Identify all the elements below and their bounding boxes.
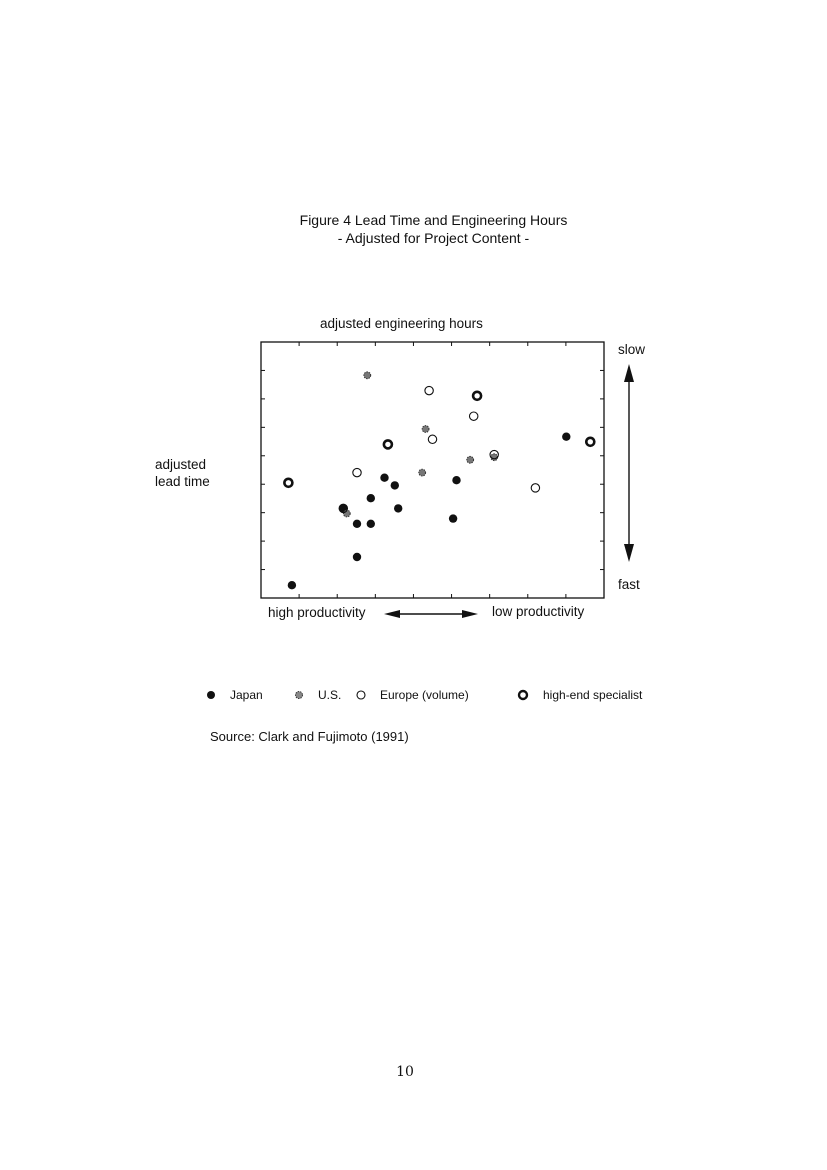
data-point-japan (353, 553, 361, 561)
figure-title: Figure 4 Lead Time and Engineering Hours (299, 212, 568, 228)
figure-subtitle: - Adjusted for Project Content - (337, 230, 530, 246)
plot-frame (261, 342, 604, 598)
data-point-u-s (467, 456, 474, 463)
source-note: Source: Clark and Fujimoto (1991) (210, 729, 409, 744)
legend-label: Japan (230, 688, 263, 702)
data-point-high-end-specialist (384, 440, 392, 448)
data-point-europe-volume (428, 435, 436, 443)
legend-japan (206, 688, 263, 702)
arrow-left-icon (384, 610, 400, 618)
arrow-up-icon (624, 364, 634, 382)
legend-label: Europe (volume) (380, 688, 469, 702)
hatched-circle-icon (294, 690, 304, 700)
data-point-japan (353, 520, 361, 528)
data-point-japan (288, 581, 296, 589)
legend-europe (356, 688, 469, 702)
data-point-japan (452, 476, 460, 484)
legend-specialist (517, 688, 642, 702)
axis-ticks (261, 342, 604, 598)
arrow-down-icon (624, 544, 634, 562)
page-number: 10 (396, 1064, 414, 1080)
data-point-high-end-specialist (473, 392, 481, 400)
arrow-right-icon (462, 610, 478, 618)
data-point-u-s (419, 469, 426, 476)
data-point-japan (367, 520, 375, 528)
y-axis-title: adjusted lead time (155, 457, 210, 489)
x-axis-title: adjusted engineering hours (320, 316, 483, 331)
data-point-u-s (422, 426, 429, 433)
data-point-europe-volume (425, 386, 433, 394)
open-circle-icon (356, 690, 366, 700)
filled-circle-icon (206, 690, 216, 700)
data-point-europe-volume (531, 484, 539, 492)
data-point-japan (367, 494, 375, 502)
data-points (284, 372, 594, 590)
data-point-japan (391, 481, 399, 489)
high-productivity-label: high productivity (268, 605, 366, 620)
data-point-high-end-specialist (284, 479, 292, 487)
thick-open-circle-icon (517, 689, 529, 701)
data-point-japan (562, 433, 570, 441)
low-productivity-label: low productivity (492, 604, 585, 619)
data-point-u-s (364, 372, 371, 379)
data-point-europe-volume (353, 468, 361, 476)
data-point-u-s (491, 454, 498, 461)
data-point-europe-volume (470, 412, 478, 420)
data-point-japan (380, 474, 388, 482)
legend-label: high-end specialist (543, 688, 643, 702)
data-point-japan (449, 514, 457, 522)
data-point-japan (394, 504, 402, 512)
data-point-high-end-specialist (586, 438, 594, 446)
legend-label: U.S. (318, 688, 342, 702)
legend-us (294, 688, 341, 702)
slow-label: slow (618, 342, 646, 357)
fast-label: fast (618, 577, 640, 592)
